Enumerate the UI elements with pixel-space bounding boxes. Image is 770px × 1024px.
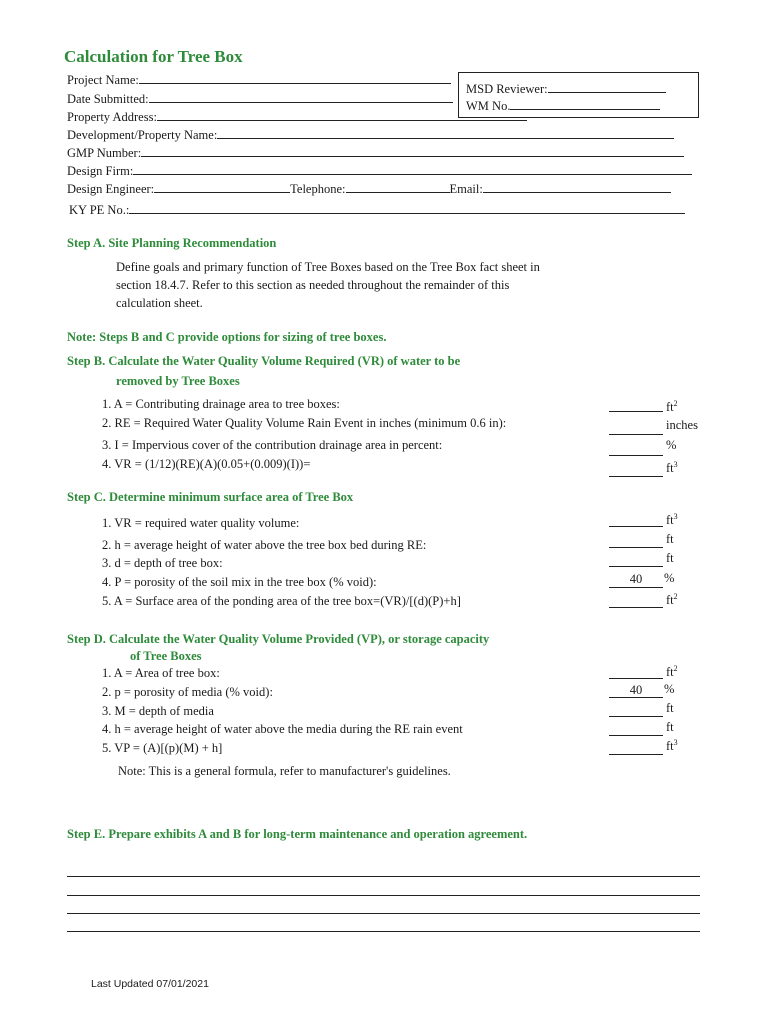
step-d-heading: Step D. Calculate the Water Quality Volume Provided (VP), or storage capacity <box>67 632 490 646</box>
design-firm-label: Design Firm: <box>67 164 134 178</box>
step-c-input-vr[interactable] <box>609 526 663 527</box>
step-a-line: calculation sheet. <box>116 296 203 310</box>
step-c-item: 2. h = average height of water above the tree box bed during RE: <box>102 538 427 552</box>
unit-label: $ft^2$ <box>666 592 678 608</box>
wm-no-label: WM No. <box>466 99 511 113</box>
sizing-note: Note: Steps B and C provide options for sizing of tree boxes. <box>67 330 387 344</box>
design-firm-field[interactable] <box>67 162 692 179</box>
step-d-input-vp[interactable] <box>609 754 663 755</box>
project-name-field[interactable] <box>67 71 451 88</box>
development-name-field[interactable] <box>67 126 674 143</box>
unit-label: inches <box>666 418 698 432</box>
step-d-note: Note: This is a general formula, refer to manufacturer's guidelines. <box>118 764 451 778</box>
unit-label: ft <box>666 701 674 715</box>
step-c-heading: Step C. Determine minimum surface area of Tree Box <box>67 490 354 504</box>
design-engineer-input[interactable] <box>154 180 290 193</box>
step-c-item: 3. d = depth of tree box: <box>102 556 223 570</box>
step-d-item: 2. p = porosity of media (% void): <box>102 685 273 699</box>
step-b-input-area[interactable] <box>609 411 663 412</box>
unit-label: ft <box>666 551 674 565</box>
step-a-line: Define goals and primary function of Tree Boxes based on the Tree Box fact sheet in <box>116 260 540 274</box>
property-address-label: Property Address: <box>67 110 157 124</box>
email-label: Email: <box>449 182 483 196</box>
step-b-input-impervious[interactable] <box>609 455 663 456</box>
step-a-heading: Step A. Site Planning Recommendation <box>67 236 277 250</box>
step-b-item: 1. A = Contributing drainage area to tree boxes: <box>102 397 340 411</box>
step-e-answer-line[interactable] <box>67 913 700 914</box>
step-b-heading-cont: removed by Tree Boxes <box>116 374 240 388</box>
step-c-item: 5. A = Surface area of the ponding area of the tree box=(VR)/[(d)(P)+h] <box>102 594 461 608</box>
unit-label: $ft^3$ <box>666 460 678 476</box>
development-name-label: Development/Property Name: <box>67 128 218 142</box>
step-b-item: 3. I = Impervious cover of the contribution drainage area in percent: <box>102 438 443 452</box>
design-engineer-label: Design Engineer: <box>67 182 155 196</box>
step-d-item: 4. h = average height of water above the media during the RE rain event <box>102 722 463 736</box>
project-name-label: Project Name: <box>67 73 139 87</box>
step-c-item: 1. VR = required water quality volume: <box>102 516 300 530</box>
last-updated: Last Updated 07/01/2021 <box>91 978 209 990</box>
unit-label: % <box>666 438 677 452</box>
step-a-line: section 18.4.7. Refer to this section as needed throughout the remainder of this <box>116 278 510 292</box>
unit-label: % <box>664 682 675 696</box>
date-submitted-label: Date Submitted: <box>67 92 149 106</box>
step-d-item: 5. VP = (A)[(p)(M) + h] <box>102 741 223 755</box>
step-c-porosity-value: 40 <box>629 572 643 586</box>
step-c-input-d[interactable] <box>609 566 663 567</box>
unit-label: ft <box>666 720 674 734</box>
step-e-answer-line[interactable] <box>67 876 700 877</box>
date-submitted-field[interactable] <box>67 90 453 107</box>
step-b-item: 4. VR = (1/12)(RE)(A)(0.05+(0.009)(I))= <box>102 457 311 471</box>
step-d-heading-cont: of Tree Boxes <box>130 649 202 663</box>
msd-reviewer-label: MSD Reviewer: <box>466 82 548 96</box>
ky-pe-label: KY PE No.: <box>69 203 130 217</box>
step-b-item: 2. RE = Required Water Quality Volume Rain Event in inches (minimum 0.6 in): <box>102 416 507 430</box>
step-c-item: 4. P = porosity of the soil mix in the tree box (% void): <box>102 575 377 589</box>
unit-label: $ft^3$ <box>666 738 678 754</box>
unit-label: % <box>664 571 675 585</box>
gmp-number-field[interactable] <box>67 144 684 161</box>
design-engineer-row <box>67 180 671 197</box>
step-d-porosity-value: 40 <box>629 683 643 697</box>
step-b-heading: Step B. Calculate the Water Quality Volume Required (VR) of water to be <box>67 354 461 368</box>
wm-no-field[interactable] <box>466 97 660 114</box>
msd-reviewer-field[interactable] <box>466 80 666 97</box>
step-c-input-h[interactable] <box>609 547 663 548</box>
ky-pe-field[interactable] <box>69 201 685 218</box>
email-input[interactable] <box>483 180 671 193</box>
step-c-input-area[interactable] <box>609 607 663 608</box>
step-b-input-re[interactable] <box>609 434 663 435</box>
step-c-input-porosity[interactable] <box>609 587 663 588</box>
page-title: Calculation for Tree Box <box>64 47 243 66</box>
step-d-input-m[interactable] <box>609 716 663 717</box>
step-d-input-h[interactable] <box>609 735 663 736</box>
step-b-input-vr[interactable] <box>609 476 663 477</box>
gmp-number-label: GMP Number: <box>67 146 142 160</box>
unit-label: $ft^2$ <box>666 399 678 415</box>
telephone-input[interactable] <box>346 180 450 193</box>
step-d-item: 3. M = depth of media <box>102 704 214 718</box>
step-d-input-area[interactable] <box>609 678 663 679</box>
step-e-heading: Step E. Prepare exhibits A and B for long-term maintenance and operation agreement. <box>67 827 528 841</box>
unit-label: ft <box>666 532 674 546</box>
step-e-answer-line[interactable] <box>67 931 700 932</box>
unit-label: $ft^3$ <box>666 512 678 528</box>
telephone-label: Telephone: <box>290 182 346 196</box>
unit-label: $ft^2$ <box>666 664 678 680</box>
step-d-item: 1. A = Area of tree box: <box>102 666 220 680</box>
step-e-answer-line[interactable] <box>67 895 700 896</box>
